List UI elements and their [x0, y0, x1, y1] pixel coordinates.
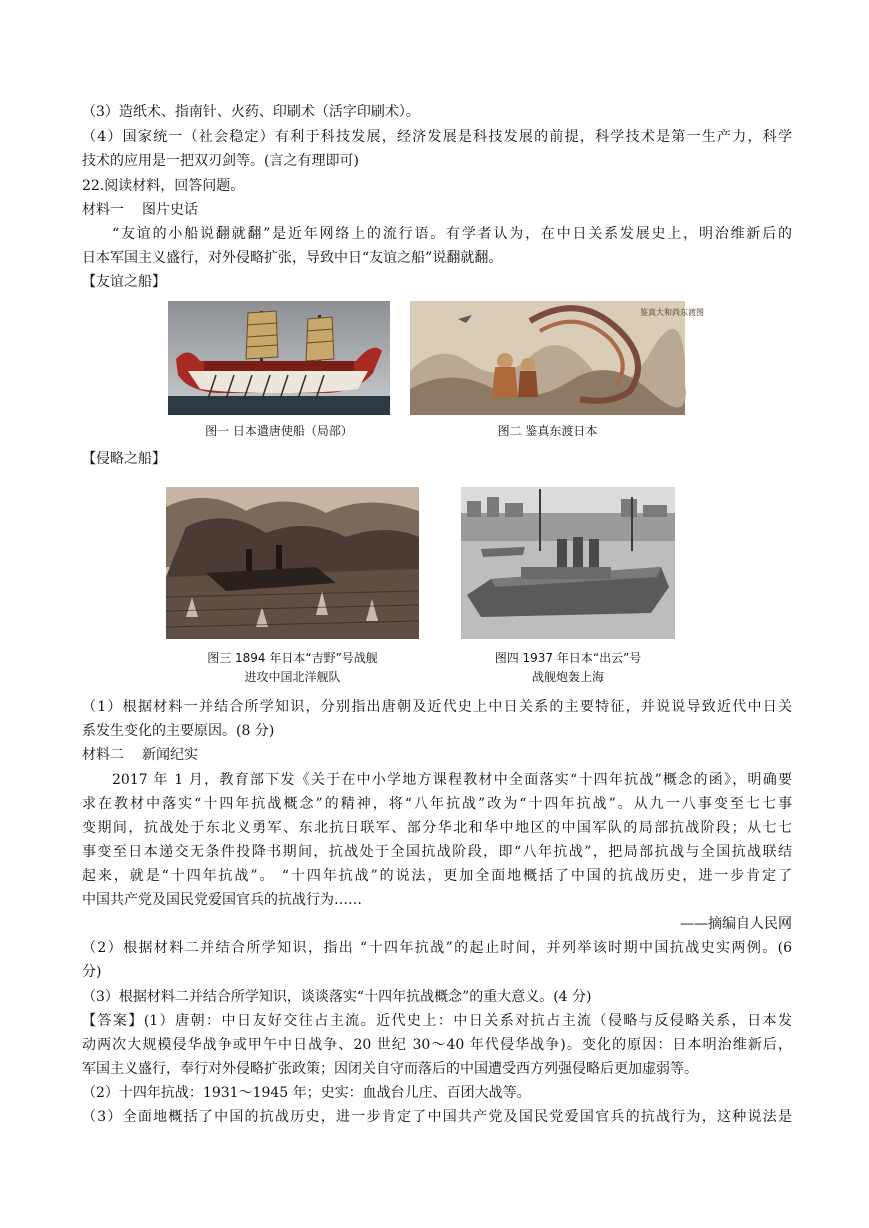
question-2-b: 分): [82, 964, 102, 980]
aggression-ship-heading: 【侵略之船】: [82, 451, 166, 467]
answer-line-4b: 技术的应用是一把双刃剑等。(言之有理即可): [82, 153, 359, 169]
figure-4-caption-2: 战舰炮轰上海: [531, 670, 604, 684]
question-22-title: 22.阅读材料，回答问题。: [82, 178, 245, 194]
answer-1-a: 【答案】(1）唐朝：中日友好交往占主流。近代史上：中日关系对抗占主流（侵略与反侵略关系，日本发: [82, 1013, 792, 1029]
answer-1-c: 军国主义盛行，奉行对外侵略扩张政策；因闭关自守而落后的中国遭受西方列强侵略后更加虚弱等。: [82, 1061, 698, 1077]
material-2-text-b: 求在教材中落实“十四年抗战概念”的精神，将“八年抗战”改为“十四年抗战”。从九一八事变至七七事: [82, 796, 792, 812]
answer-1-b: 动两次大规模侵华战争或甲午中日战争、20 世纪 30～40 年代侵华战争)。变化的原因：日本明治维新后，: [82, 1037, 792, 1053]
material-2-source: ——摘编自人民网: [680, 916, 792, 932]
material-2-text-c: 变期间，抗战处于东北义勇军、东北抗日联军、部分华北和华中地区的中国军队的局部抗战阶段；从七七: [82, 820, 792, 836]
material-2-text-d: 事变至日本递交无条件投降书期间，抗战处于全国抗战阶段，即“八年抗战”，把局部抗战与全国抗战联结: [82, 844, 792, 860]
figure-3-caption-2: 进攻中国北洋舰队: [244, 670, 341, 684]
figure-4-caption-1: 图四 1937 年日本“出云”号: [494, 651, 642, 665]
answer-line-4a: （4）国家统一（社会稳定）有利于科技发展，经济发展是科技发展的前提，科学技术是第一生产力，科学: [82, 129, 792, 145]
material-2-label: 材料二: [82, 747, 124, 763]
material-1-text-a: “友谊的小船说翻就翻”是近年网络上的流行语。有学者认为，在中日关系发展史上，明治维新后的: [112, 226, 792, 242]
material-1-text-b: 日本军国主义盛行，对外侵略扩张，导致中日“友谊之船”说翻就翻。: [82, 250, 503, 266]
material-1-subtitle: 图片史话: [142, 202, 198, 218]
figure-jianzhen-painting: [410, 301, 704, 415]
figure-izumo-warship: [461, 487, 675, 639]
figure-2-inscription: 鉴真大和尚东渡图: [640, 308, 704, 317]
question-2-a: （2）根据材料二并结合所学知识，指出 “十四年抗战”的起止时间，并列举该时期中国抗战史实两例。(6: [82, 940, 792, 956]
material-2-heading: [82, 745, 792, 765]
material-2-text-a: 2017 年 1 月，教育部下发《关于在中小学地方课程教材中全面落实“十四年抗战”概念的函》，明确要: [112, 772, 792, 788]
figure-yoshino-battle: [166, 487, 419, 639]
figure-1-caption: 图一 日本遣唐使船（局部）: [205, 424, 353, 438]
figure-2-caption: 图二 鉴真东渡日本: [497, 424, 598, 438]
answer-2: （2）十四年抗战：1931～1945 年；史实：血战台儿庄、百团大战等。: [82, 1085, 531, 1101]
material-1-label: 材料一: [82, 202, 124, 218]
answer-line-3: （3）造纸术、指南针、火药、印刷术（活字印刷术）。: [82, 104, 420, 120]
friendship-ship-heading: 【友谊之船】: [82, 274, 166, 290]
question-1-a: （1）根据材料一并结合所学知识，分别指出唐朝及近代史上中日关系的主要特征，并说说导致近代中日关: [82, 699, 792, 715]
material-2-text-e: 起来，就是“十四年抗战”。 “十四年抗战”的说法，更加全面地概括了中国的抗战历史，进一步肯定了: [82, 868, 792, 884]
material-2-subtitle: 新闻纪实: [142, 747, 198, 763]
material-1-heading: [82, 200, 792, 220]
figure-envoy-ship: [168, 301, 390, 415]
question-1-b: 系发生变化的主要原因。(8 分): [82, 723, 275, 739]
figure-3-caption-1: 图三 1894 年日本“吉野”号战舰: [207, 651, 378, 665]
material-2-text-f: 中国共产党及国民党爱国官兵的抗战行为……: [82, 892, 362, 908]
answer-3: （3）全面地概括了中国的抗战历史，进一步肯定了中国共产党及国民党爱国官兵的抗战行为，这种说法是: [82, 1109, 792, 1125]
question-3: （3）根据材料二并结合所学知识，谈谈落实“十四年抗战概念”的重大意义。(4 分): [82, 989, 592, 1005]
